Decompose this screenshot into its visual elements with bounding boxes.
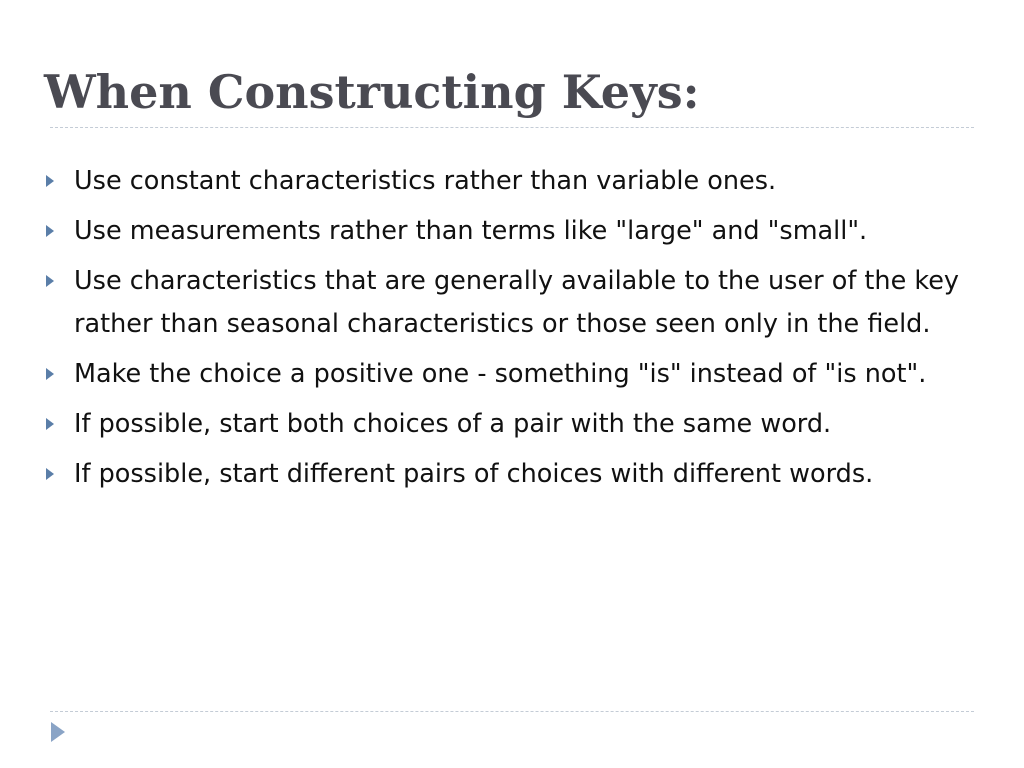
bullet-text: If possible, start different pairs of choices with different words. — [74, 459, 874, 489]
triangle-right-icon — [46, 468, 54, 480]
bullet-text: Make the choice a positive one - something "is" instead of "is not". — [74, 359, 927, 389]
bullet-text: If possible, start both choices of a pair with the same word. — [74, 409, 832, 439]
play-arrow-icon[interactable] — [51, 722, 65, 742]
bullet-item — [44, 210, 964, 253]
triangle-right-icon — [46, 368, 54, 380]
triangle-right-icon — [46, 225, 54, 237]
bullet-item — [44, 403, 964, 446]
bullet-item — [44, 453, 964, 496]
bullet-item — [44, 260, 964, 346]
slide-title: When Constructing Keys: — [44, 65, 700, 119]
title-divider — [50, 127, 974, 128]
bullet-text: Use measurements rather than terms like "large" and "small". — [74, 216, 868, 246]
bullet-item — [44, 353, 964, 396]
triangle-right-icon — [46, 418, 54, 430]
bullet-list — [44, 160, 964, 503]
footer-divider — [50, 711, 974, 712]
bullet-text: Use constant characteristics rather than variable ones. — [74, 166, 777, 196]
triangle-right-icon — [46, 275, 54, 287]
bullet-text: Use characteristics that are generally available to the user of the key rather than seasonal characteristics or those seen only in the field. — [74, 266, 960, 339]
triangle-right-icon — [46, 175, 54, 187]
bullet-item — [44, 160, 964, 203]
